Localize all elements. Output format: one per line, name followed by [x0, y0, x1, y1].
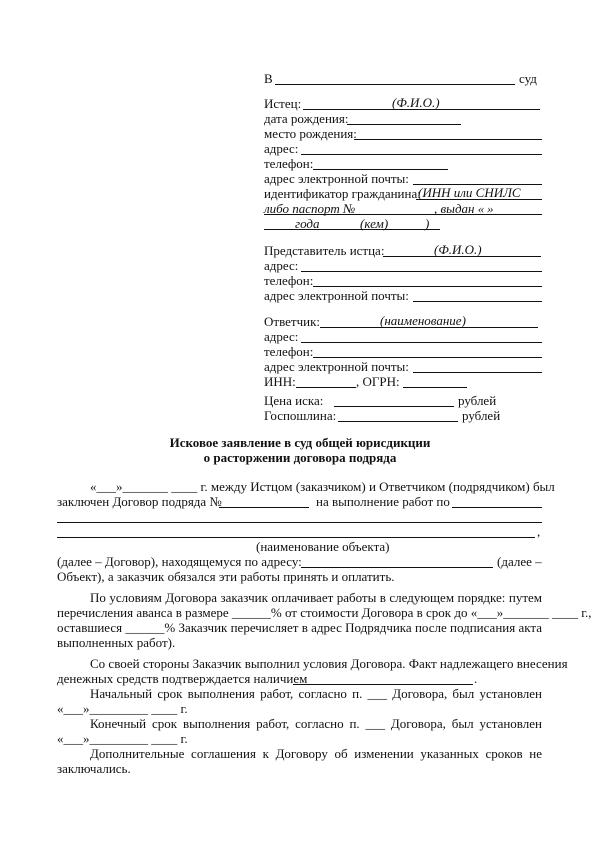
dob-label: дата рождения:	[264, 111, 349, 126]
ogrn-line[interactable]	[403, 387, 467, 388]
works-line-2[interactable]	[57, 522, 542, 523]
rep-fio-hint: (Ф.И.О.)	[434, 242, 482, 257]
duty-unit: рублей	[462, 408, 501, 423]
phone-label: телефон:	[264, 156, 314, 171]
id-quote-hint: »	[487, 201, 494, 216]
plaintiff-label: Истец:	[264, 96, 302, 111]
pob-label: место рождения:	[264, 126, 357, 141]
id-line-2[interactable]	[264, 214, 542, 215]
rep-address-line[interactable]	[301, 271, 542, 272]
object-address-line[interactable]	[301, 567, 493, 568]
rep-email-label: адрес электронной почты:	[264, 288, 409, 303]
plaintiff-fio-hint: (Ф.И.О.)	[392, 95, 440, 110]
def-address-line[interactable]	[301, 342, 542, 343]
def-phone-label: телефон:	[264, 344, 314, 359]
inn-line[interactable]	[296, 387, 356, 388]
def-phone-line[interactable]	[313, 357, 542, 358]
def-name-hint: (наименование)	[380, 313, 466, 328]
p3-line-2: денежных средств подтверждается наличием	[57, 671, 308, 686]
rep-label: Представитель истца:	[264, 243, 385, 258]
def-email-label: адрес электронной почты:	[264, 359, 409, 374]
p3-line-1: Со своей стороны Заказчик выполнил условия Договора. Факт надлежащего внесения	[90, 656, 568, 671]
document-title-line-2: о расторжении договора подряда	[203, 450, 397, 465]
duty-label: Госпошлина:	[264, 408, 337, 423]
id-by-hint: (кем)	[360, 216, 389, 231]
p6-line-2: заключались.	[57, 761, 131, 776]
p6-line-1: Дополнительные соглашения к Договору об изменении указанных сроков не	[90, 746, 542, 761]
ogrn-label: , ОГРН:	[356, 374, 400, 389]
id-close-hint: )	[425, 216, 430, 231]
claim-price-unit: рублей	[458, 393, 497, 408]
p4-line-1: Начальный срок выполнения работ, согласно п. ___ Договора, был установлен	[90, 686, 542, 701]
contract-number-line[interactable]	[219, 507, 309, 508]
payment-proof-line[interactable]	[293, 684, 473, 685]
works-line[interactable]	[452, 507, 542, 508]
p5-line-2: «___»_________ ____ г.	[57, 731, 188, 746]
dob-line[interactable]	[347, 124, 461, 125]
document-title-line-1: Исковое заявление в суд общей юрисдикции	[169, 435, 431, 450]
p1-line-5b: (далее –	[497, 554, 542, 569]
id-hint-2: либо паспорт №	[264, 201, 356, 216]
rep-address-label: адрес:	[264, 258, 299, 273]
p1-line-5a: (далее – Договор), находящемуся по адресу:	[57, 554, 302, 569]
address-line[interactable]	[301, 154, 542, 155]
court-suffix: суд	[519, 71, 537, 86]
claim-price-line[interactable]	[334, 406, 454, 407]
def-label: Ответчик:	[264, 314, 321, 329]
address-label: адрес:	[264, 141, 299, 156]
claim-price-label: Цена иска:	[264, 393, 324, 408]
p3-period: .	[474, 671, 478, 686]
p5-line-1: Конечный срок выполнения работ, согласно п. ___ Договора, был установлен	[90, 716, 542, 731]
p1-line-6: Объект), а заказчик обязался эти работы принять и оплатить.	[57, 569, 395, 584]
p1-line-1: «___»_______ ____ г. между Истцом (заказчиком) и Ответчиком (подрядчиком) был	[90, 479, 555, 494]
def-address-label: адрес:	[264, 329, 299, 344]
court-prefix: В	[264, 71, 273, 86]
p2-line-3: оставшиеся ______% Заказчик перечисляет в адрес Подрядчика после подписания акта	[57, 620, 542, 635]
p2-line-2: перечисления аванса в размере ______% от стоимости Договора в срок до «___»_______ ____ г.,	[57, 605, 592, 620]
object-name-hint: (наименование объекта)	[256, 539, 390, 554]
def-email-line[interactable]	[413, 372, 542, 373]
p2-line-4: выполненных работ).	[57, 635, 176, 650]
p1-comma: ,	[537, 524, 541, 539]
phone-line[interactable]	[313, 169, 448, 170]
court-name-line[interactable]	[275, 84, 515, 85]
id-issued-hint: , выдан «	[434, 201, 485, 216]
email-label: адрес электронной почты:	[264, 171, 409, 186]
inn-label: ИНН:	[264, 374, 296, 389]
p2-line-1: По условиям Договора заказчик оплачивает работы в следующем порядке: путем	[90, 590, 542, 605]
id-label: идентификатор гражданина:	[264, 186, 421, 201]
rep-email-line[interactable]	[413, 301, 542, 302]
works-line-3[interactable]	[57, 537, 535, 538]
p4-line-2: «___»_________ ____ г.	[57, 701, 188, 716]
pob-line[interactable]	[354, 139, 542, 140]
p1-line-2a: заключен Договор подряда №	[57, 494, 222, 509]
p1-line-2b: на выполнение работ по	[316, 494, 450, 509]
id-hint-1: (ИНН или СНИЛС	[418, 185, 521, 200]
id-year-hint: года	[295, 216, 320, 231]
duty-line[interactable]	[338, 421, 458, 422]
rep-phone-line[interactable]	[313, 286, 542, 287]
rep-phone-label: телефон:	[264, 273, 314, 288]
id-line-3[interactable]	[264, 229, 440, 230]
